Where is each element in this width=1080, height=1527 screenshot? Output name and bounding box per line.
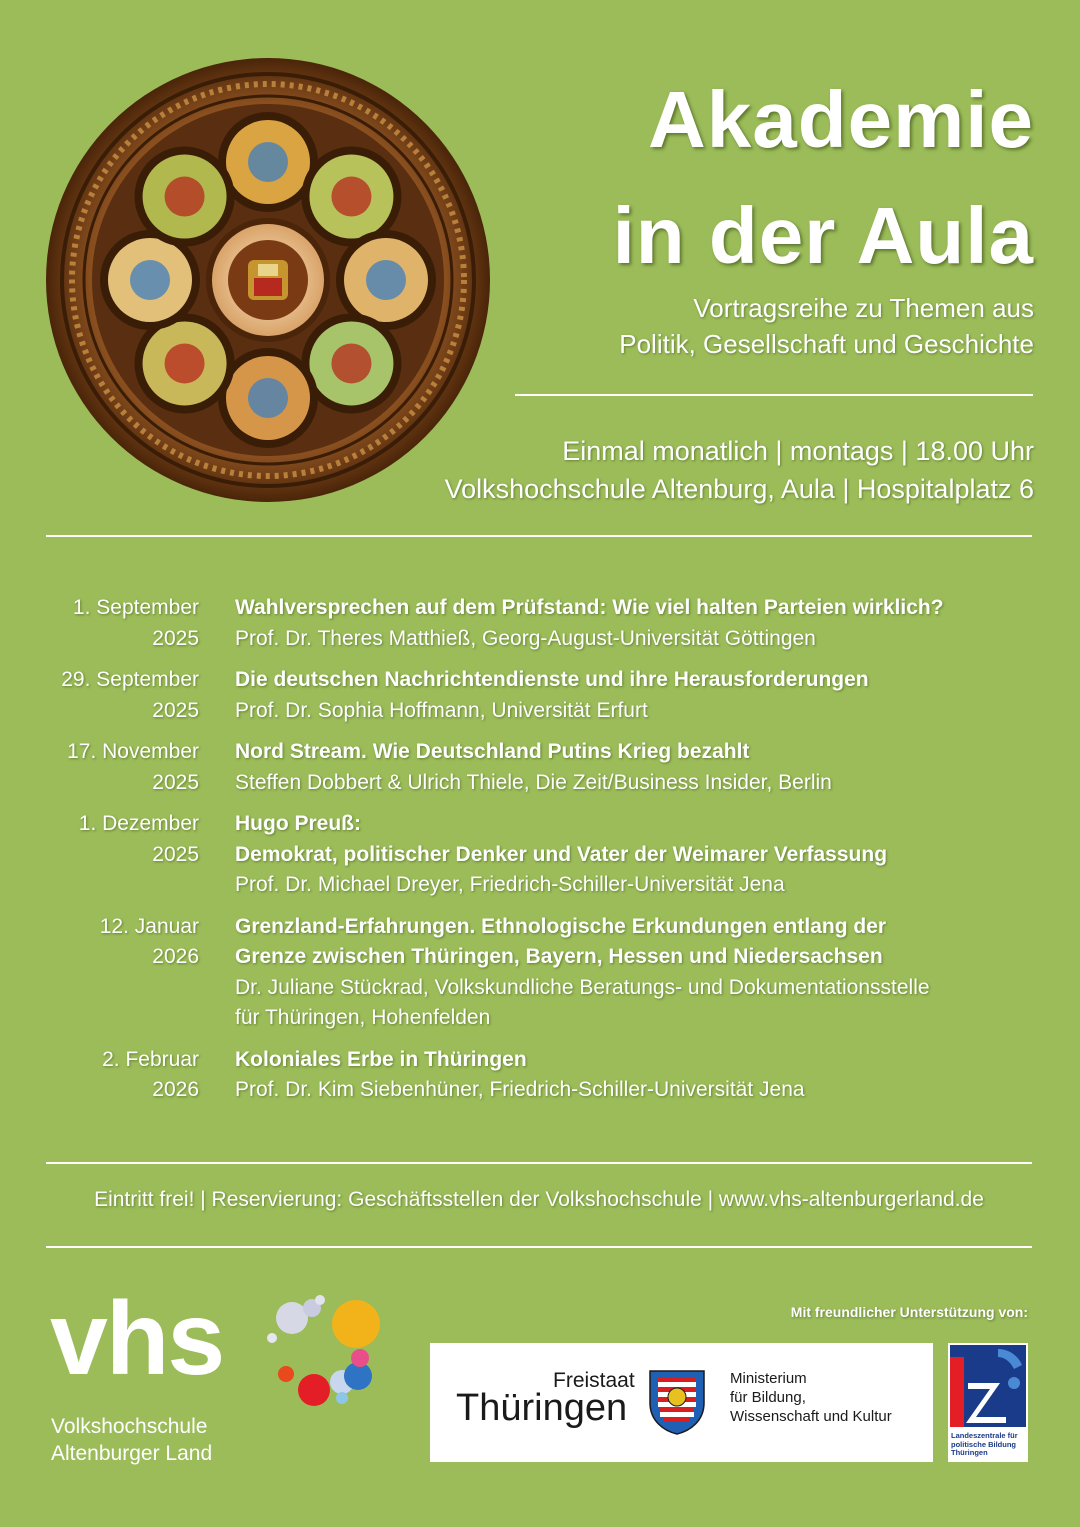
vhs-name-line-2: Altenburger Land	[51, 1442, 213, 1465]
event-item	[0, 665, 1080, 726]
event-item	[0, 809, 1080, 901]
lz-line-3: Thüringen	[951, 1448, 988, 1457]
rose-petal-center	[248, 378, 288, 418]
vhs-logo	[46, 1281, 386, 1480]
event-speaker: für Thüringen, Hohenfelden	[235, 1006, 491, 1029]
footer-info: Eintritt frei! | Reservierung: Geschäftsstellen der Volkshochschule | www.vhs-altenburgerland.de	[94, 1188, 984, 1211]
sponsor-thueringen-logo	[430, 1343, 933, 1462]
event-speaker: Prof. Dr. Theres Matthieß, Georg-August-Universität Göttingen	[235, 626, 816, 650]
event-title: Wahlversprechen auf dem Prüfstand: Wie viel halten Parteien wirklich?	[235, 596, 944, 619]
page-title-line-2: in der Aula	[612, 191, 1034, 280]
lz-line-1: Landeszentrale für	[951, 1431, 1018, 1440]
event-title: Koloniales Erbe in Thüringen	[235, 1047, 527, 1071]
event-title: Grenzland-Erfahrungen. Ethnologische Erkundungen entlang der	[235, 914, 887, 938]
event-date-line: 2025	[152, 842, 199, 866]
event-date-line: 29. September	[61, 668, 199, 691]
rose-petal-center	[165, 343, 205, 383]
subtitle-line-2: Politik, Gesellschaft und Geschichte	[619, 329, 1034, 359]
event-date	[0, 665, 199, 726]
event-speaker: Dr. Juliane Stückrad, Volkskundliche Beratungs- und Dokumentationsstelle	[235, 975, 930, 999]
vhs-wordmark: vhs	[50, 1281, 224, 1397]
support-label: Mit freundlicher Unterstützung von:	[790, 1304, 1028, 1320]
divider	[46, 1246, 1032, 1248]
vhs-name-line-1: Volkshochschule	[51, 1415, 208, 1438]
event-item	[0, 1045, 1080, 1106]
page-title-line-1: Akademie	[648, 75, 1034, 164]
rose-petal-center	[366, 260, 406, 300]
event-speaker: Prof. Dr. Michael Dreyer, Friedrich-Schiller-Universität Jena	[235, 873, 785, 896]
lz-name	[951, 1432, 1018, 1458]
event-title: Nord Stream. Wie Deutschland Putins Krieg bezahlt	[235, 740, 750, 763]
event-date-line: 2026	[152, 1078, 199, 1101]
schedule-info	[445, 432, 1034, 508]
rose-window-image	[44, 56, 492, 504]
ministry-line-2: für Bildung,	[730, 1389, 806, 1406]
subtitle	[619, 290, 1034, 362]
schedule-line-2: Volkshochschule Altenburg, Aula | Hospitalplatz 6	[444, 474, 1034, 504]
schedule-line-1: Einmal monatlich | montags | 18.00 Uhr	[562, 436, 1034, 466]
rose-petal-center	[165, 177, 205, 217]
event-title: Die deutschen Nachrichtendienste und ihre Herausforderungen	[235, 668, 869, 691]
event-date-line: 1. September	[72, 596, 199, 619]
lz-emblem-icon	[948, 1343, 1028, 1431]
event-body	[235, 593, 1025, 654]
event-date-line: 12. Januar	[99, 914, 199, 938]
sponsor-freistaat: Freistaat	[553, 1369, 635, 1392]
event-date	[0, 809, 199, 901]
event-item	[0, 912, 1080, 1034]
event-date	[0, 912, 199, 1034]
event-item	[0, 737, 1080, 798]
ministry-line-1: Ministerium	[730, 1370, 807, 1387]
divider	[46, 1162, 1032, 1164]
event-date-line: 2026	[152, 945, 199, 968]
event-date	[0, 737, 199, 798]
bubbles-icon	[256, 1290, 386, 1410]
event-date-line: 17. November	[67, 740, 199, 763]
sponsor-thueringen: Thüringen	[456, 1387, 628, 1429]
event-date-line: 2. Februar	[102, 1047, 199, 1071]
event-body	[235, 737, 1025, 798]
event-date-line: 1. Dezember	[78, 812, 199, 835]
event-body	[235, 912, 1025, 1034]
event-body	[235, 809, 1025, 901]
subtitle-line-1: Vortragsreihe zu Themen aus	[693, 293, 1034, 323]
event-body	[235, 665, 1025, 726]
sponsor-lz-logo	[948, 1343, 1028, 1462]
rose-petal-center	[331, 177, 371, 217]
ministry-line-3: Wissenschaft und Kultur	[730, 1408, 892, 1425]
event-speaker: Prof. Dr. Kim Siebenhüner, Friedrich-Schiller-Universität Jena	[235, 1078, 805, 1101]
event-date-line: 2025	[152, 626, 199, 650]
ministry-name	[730, 1369, 892, 1426]
event-title: Grenze zwischen Thüringen, Bayern, Hessen und Niedersachsen	[235, 945, 883, 968]
event-speaker: Prof. Dr. Sophia Hoffmann, Universität Erfurt	[235, 698, 648, 722]
coat-of-arms-icon	[648, 1369, 706, 1435]
event-body	[235, 1045, 1025, 1106]
rose-petal-center	[248, 142, 288, 182]
rose-petal-center	[130, 260, 170, 300]
event-date	[0, 593, 199, 654]
event-title: Demokrat, politischer Denker und Vater der Weimarer Verfassung	[235, 842, 888, 866]
lz-line-2: politische Bildung	[951, 1439, 1016, 1449]
event-date-line: 2025	[152, 698, 199, 722]
event-title: Hugo Preuß:	[235, 812, 361, 835]
divider	[515, 394, 1033, 396]
event-date-line: 2025	[152, 770, 199, 794]
divider	[46, 535, 1032, 537]
event-list	[0, 593, 1080, 1117]
rose-petal-center	[331, 343, 371, 383]
event-item	[0, 593, 1080, 654]
event-date	[0, 1045, 199, 1106]
event-speaker: Steffen Dobbert & Ulrich Thiele, Die Zeit/Business Insider, Berlin	[235, 770, 832, 794]
